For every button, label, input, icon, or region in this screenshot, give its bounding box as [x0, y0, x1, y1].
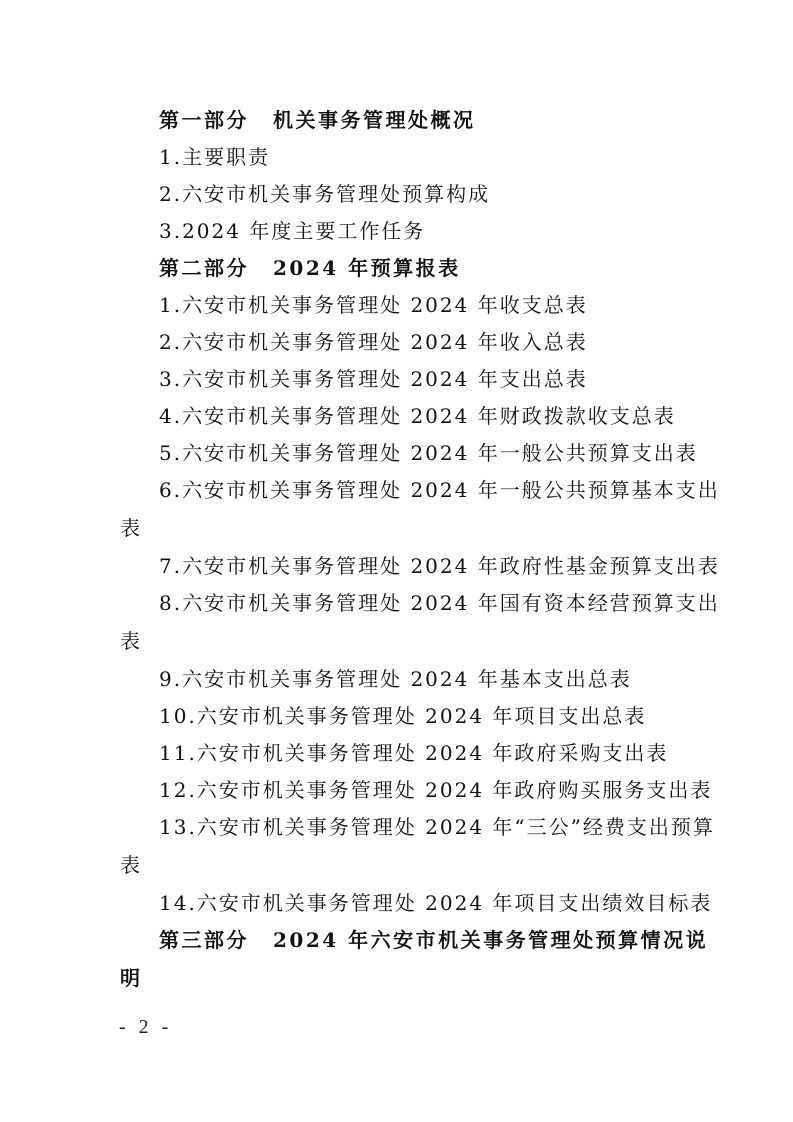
toc-item: 8.六安市机关事务管理处 2024 年国有资本经营预算支出 — [159, 591, 720, 615]
toc-item: 3.2024 年度主要工作任务 — [159, 219, 426, 243]
toc-item: 2.六安市机关事务管理处预算构成 — [159, 182, 491, 206]
toc-item: 5.六安市机关事务管理处 2024 年一般公共预算支出表 — [159, 441, 698, 465]
toc-item-continuation: 表 — [120, 629, 142, 653]
toc-item: 14.六安市机关事务管理处 2024 年项目支出绩效目标表 — [159, 891, 713, 915]
page-number: - 2 - — [119, 1016, 173, 1038]
toc-item: 11.六安市机关事务管理处 2024 年政府采购支出表 — [159, 741, 669, 765]
toc-item: 7.六安市机关事务管理处 2024 年政府性基金预算支出表 — [159, 554, 720, 578]
toc-item: 1.六安市机关事务管理处 2024 年收支总表 — [159, 293, 588, 317]
part1-heading — [159, 108, 476, 132]
toc-item: 12.六安市机关事务管理处 2024 年政府购买服务支出表 — [159, 778, 713, 802]
toc-item: 10.六安市机关事务管理处 2024 年项目支出总表 — [159, 704, 647, 728]
toc-item-continuation: 表 — [120, 853, 142, 877]
toc-item: 3.六安市机关事务管理处 2024 年支出总表 — [159, 367, 588, 391]
toc-item: 13.六安市机关事务管理处 2024 年“三公”经费支出预算 — [159, 815, 715, 839]
part1-label: 第一部分 — [159, 108, 249, 132]
toc-item: 2.六安市机关事务管理处 2024 年收入总表 — [159, 330, 588, 354]
toc-item-continuation: 表 — [120, 516, 142, 540]
part2-heading — [159, 256, 461, 280]
part3-label: 第三部分 — [159, 928, 249, 952]
toc-item: 6.六安市机关事务管理处 2024 年一般公共预算基本支出 — [159, 478, 720, 502]
part3-heading-continuation: 明 — [120, 966, 143, 990]
toc-item: 4.六安市机关事务管理处 2024 年财政拨款收支总表 — [159, 404, 676, 428]
part2-title: 2024 年预算报表 — [273, 256, 461, 280]
part3-title: 2024 年六安市机关事务管理处预算情况说 — [273, 928, 709, 952]
part3-heading — [159, 928, 708, 952]
part2-label: 第二部分 — [159, 256, 249, 280]
part1-title: 机关事务管理处概况 — [273, 108, 476, 132]
toc-item: 1.主要职责 — [159, 145, 271, 169]
toc-item: 9.六安市机关事务管理处 2024 年基本支出总表 — [159, 667, 632, 691]
